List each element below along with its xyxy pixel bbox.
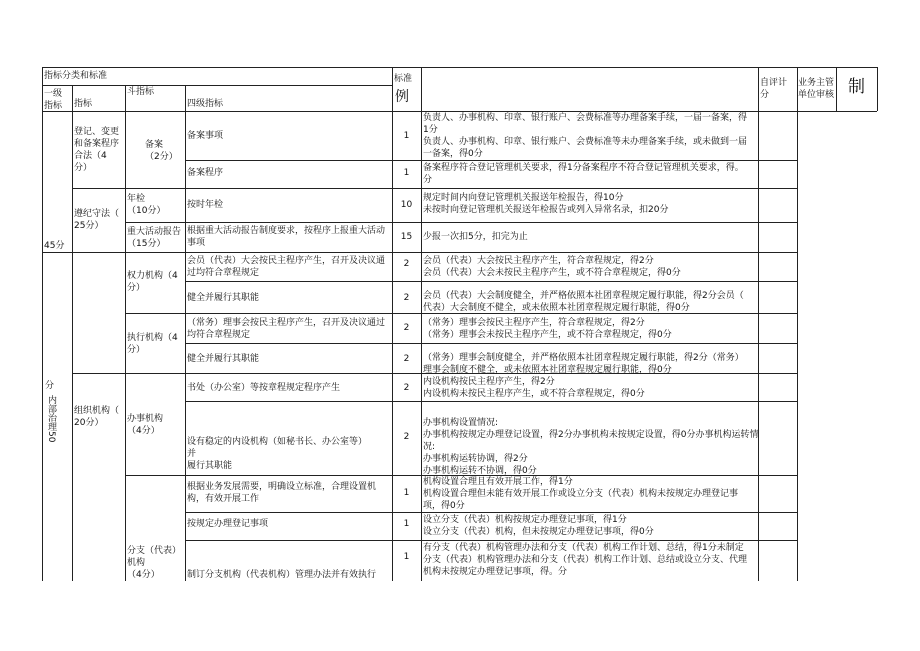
header-zhi: 制: [848, 77, 865, 97]
level1-b-score: 分: [45, 381, 55, 391]
col-right: [877, 67, 878, 111]
header-level4: 四级指标: [187, 99, 224, 109]
row-criteria: 内设机构按民主程序产生，得2分 内设机构未按民主程序产生，或不符合章程规定，得0分: [423, 377, 645, 399]
row-criteria: 会员（代表）大会制度健全，并严格依照本社团章程规定履行职能，得2分会员（ 代表）大会制度不健全，或未依照本社团章程规定履行职能，得0分: [423, 291, 744, 313]
rule-row9: [185, 401, 797, 402]
row-score: 1: [403, 131, 410, 141]
row-criteria: （常务）理事会按民主程序产生，符合章程规定，得2分 （常务）理事会未按民主程序产生，或不符合章程规定，得0分: [423, 318, 672, 340]
row-indicator: 按时年检: [187, 200, 224, 210]
header-standard: 标准: [394, 74, 413, 84]
row-indicator: 备案事项: [187, 131, 224, 141]
row-score: 1: [403, 488, 410, 498]
level3-beian: 备案 （2分）: [145, 140, 178, 162]
col-review: [836, 67, 837, 111]
row-indicator: 健全并履行其职能: [187, 354, 260, 364]
col-left: [42, 67, 43, 581]
row-criteria: 机构设置合理且有效开展工作，得1分 机构设置合理但未能有效开展工作或设立分支（代表）机构未按规定办理登记事 项，得0分: [423, 477, 739, 511]
rule-row12: [185, 540, 797, 541]
rule-top: [42, 67, 877, 68]
level3-fenzhi: 分支（代表） 机构 （4分）: [127, 546, 182, 580]
rule-row1: [185, 160, 797, 161]
header-level3: 斗指标: [127, 87, 155, 97]
col-l3: [185, 85, 186, 581]
rule-row3: [125, 222, 797, 223]
row-criteria: 会员（代表）大会按民主程序产生，符合章程规定，得2分 会员（代表）大会未按民主程序产生，或不符合章程规定，得0分: [423, 256, 681, 278]
row-score: 2: [403, 293, 410, 303]
row-indicator: 会员（代表）大会按民主程序产生，召开及决议通 过均符合章程规定: [187, 256, 386, 278]
row-score: 2: [403, 383, 410, 393]
row-criteria: 设立分支（代表）机构按规定办理登记事项，得1分 设立分支（代表）机构，但未按规定办理登记事项，得0分: [423, 515, 654, 537]
level2-registration: 登记、变更 和备案程序 合法（4 分）: [74, 127, 120, 173]
row-indicator: （常务）理事会按民主程序产生，召开及决议通过 均符合章程规定: [187, 318, 386, 340]
row-score: 10: [400, 200, 413, 210]
col-criteria: [758, 67, 759, 581]
row-indicator: 备案程序: [187, 168, 224, 178]
row-score: 2: [403, 432, 410, 442]
col-l1: [72, 85, 73, 581]
rule-row4: [42, 252, 797, 253]
col-score: [421, 67, 422, 581]
row-criteria: 有分支（代表）机构管理办法和分支（代表）机构工作计划、总结，得1分未制定 分支（代表）机构管理办法和分支（代表）机构工作计划、总结或设立分支、代理 机构未按规定办理登记事项，得。分: [423, 543, 748, 577]
col-self: [797, 67, 798, 581]
row-score: 2: [403, 259, 410, 269]
level3-report: 重大活动报告 （15分）: [127, 227, 182, 249]
row-indicator: 根据业务发展需要，明确设立标准，合理设置机 构，有效开展工作: [187, 482, 377, 504]
row-score: 1: [403, 552, 410, 562]
level3-banshi: 办事机构 （4分）: [127, 414, 164, 436]
col-l2: [125, 85, 126, 581]
row-score: 1: [403, 168, 410, 178]
row-score: 2: [403, 323, 410, 333]
row-criteria: 少报一次扣5分，扣完为止: [423, 232, 528, 242]
row-indicator: 书处（办公室）等按章程规定程序产生: [187, 383, 341, 393]
rule-row5: [185, 281, 797, 282]
row-indicator: 按规定办理登记事项: [187, 519, 269, 529]
row-score: 1: [403, 519, 410, 529]
header-ratio: 例: [395, 89, 409, 105]
rule-row7: [185, 343, 797, 344]
table-title: 指标分类和标准: [44, 71, 108, 81]
row-score: 2: [403, 354, 410, 364]
row-criteria: 备案程序符合登记管理机关要求，得1分备案程序不符合登记管理机关要求，得。 分: [423, 163, 744, 185]
row-score: 15: [400, 232, 413, 242]
header-level1: 一级 指标: [44, 89, 63, 110]
row-indicator: 健全并履行其职能: [187, 293, 260, 303]
row-indicator: 设有稳定的内设机构（如秘书长、办公室等） 并 履行其职能: [187, 437, 368, 471]
row-criteria: 规定时间内向登记管理机关报送年检报告，得10分 未按时向登记管理机关报送年检报告或列入异常名录，扣20分: [423, 193, 669, 215]
row-indicator: 根据重大活动报告制度要求，按程序上报重大活动 事项: [187, 226, 386, 248]
row-criteria: 办事机构设置情况: 办事机构按规定办理登记设置，得2分办事机构未按规定设置，得0分办事机构运转情 况: 办事机构运转协调，得2分 办事机构运转不协调，得0分: [423, 418, 759, 476]
level2-org: 组织机构（ 20分）: [74, 406, 120, 428]
rule-row2: [72, 188, 797, 189]
row-criteria: 负责人、办事机构、印章、银行账户、会费标准等办理备案手续，一届一备案，得 1分 负责人、办事机构、印章、银行账户、会费标准等未办理备案手续，或未做到一届 一备案，得0分: [423, 113, 748, 159]
level3-zhixing: 执行机构（4 分）: [127, 333, 178, 355]
level2-law: 遵纪守法（ 25分）: [74, 209, 120, 231]
rule-row11: [185, 512, 797, 513]
header-dept-review: 业务主管 单位审核: [798, 78, 835, 100]
rule-title: [42, 85, 392, 86]
row-indicator: 制订分支机构（代表机构）管理办法并有效执行: [187, 570, 377, 580]
level1-a-score: 45分: [44, 241, 65, 251]
row-criteria: （常务）理事会制度健全，并严格依照本社团章程规定履行职能，得2分（常务） 理事会制度不健全，或未依照本社团章程规定履行职能，得0分: [423, 353, 744, 375]
level3-quanli: 权力机构（4 分）: [127, 271, 178, 293]
level1-b-name: 内部治理50: [46, 395, 56, 443]
level3-nianjian: 年检 （10分）: [127, 194, 166, 216]
header-self-eval: 自评计 分: [760, 78, 788, 100]
header-level2: 指标: [74, 99, 93, 109]
